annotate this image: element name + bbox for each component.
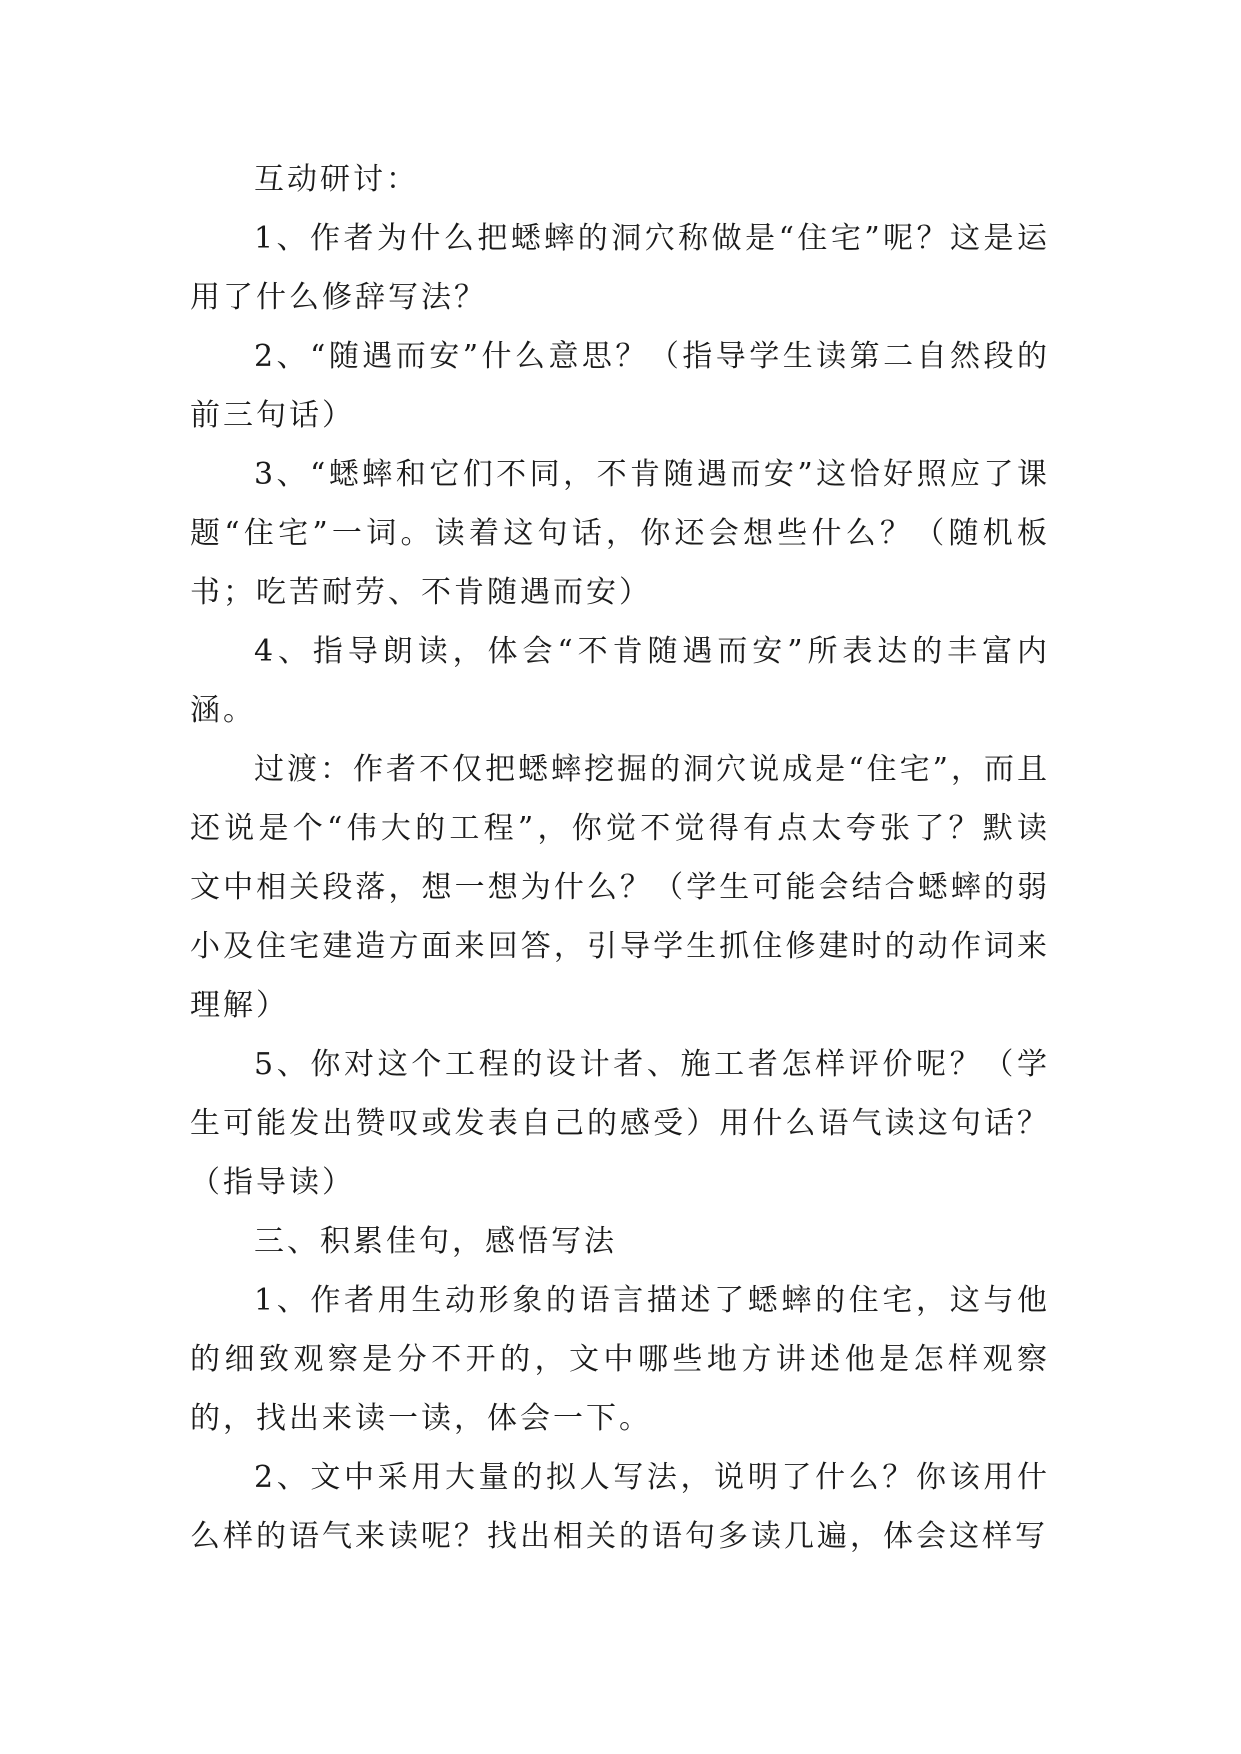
paragraph-question-3: 3、“蟋蟀和它们不同，不肯随遇而安”这恰好照应了课题“住宅”一词。读着这句话，你还会想些什么？（随机板书；吃苦耐劳、不肯随遇而安） — [190, 457, 1050, 610]
paragraph-discussion-heading: 互动研讨： — [254, 162, 419, 197]
paragraph-section3-item-1: 1、作者用生动形象的语言描述了蟋蟀的住宅，这与他的细致观察是分不开的，文中哪些地方讲述他是怎样观察的，找出来读一读，体会一下。 — [190, 1283, 1050, 1436]
paragraph-question-4: 4、指导朗读，体会“不肯随遇而安”所表达的丰富内涵。 — [190, 634, 1050, 728]
paragraph-section3-item-2: 2、文中采用大量的拟人写法，说明了什么？你该用什么样的语气来读呢？找出相关的语句多读几遍，体会这样写 — [190, 1460, 1050, 1554]
paragraph-question-2: 2、“随遇而安”什么意思？（指导学生读第二自然段的前三句话） — [190, 339, 1050, 433]
paragraph-question-1: 1、作者为什么把蟋蟀的洞穴称做是“住宅”呢？这是运用了什么修辞写法？ — [190, 221, 1050, 315]
section-heading-3: 三、积累佳句，感悟写法 — [254, 1224, 617, 1259]
document-page — [190, 150, 1050, 1566]
paragraph-transition: 过渡：作者不仅把蟋蟀挖掘的洞穴说成是“住宅”，而且还说是个“伟大的工程”，你觉不觉得有点太夸张了？默读文中相关段落，想一想为什么？（学生可能会结合蟋蟀的弱小及住宅建造方面来回答，引导学生抓住修建时的动作词来理解） — [190, 752, 1050, 1023]
paragraph-question-5: 5、你对这个工程的设计者、施工者怎样评价呢？（学生可能发出赞叹或发表自己的感受）用什么语气读这句话？（指导读） — [190, 1047, 1050, 1200]
